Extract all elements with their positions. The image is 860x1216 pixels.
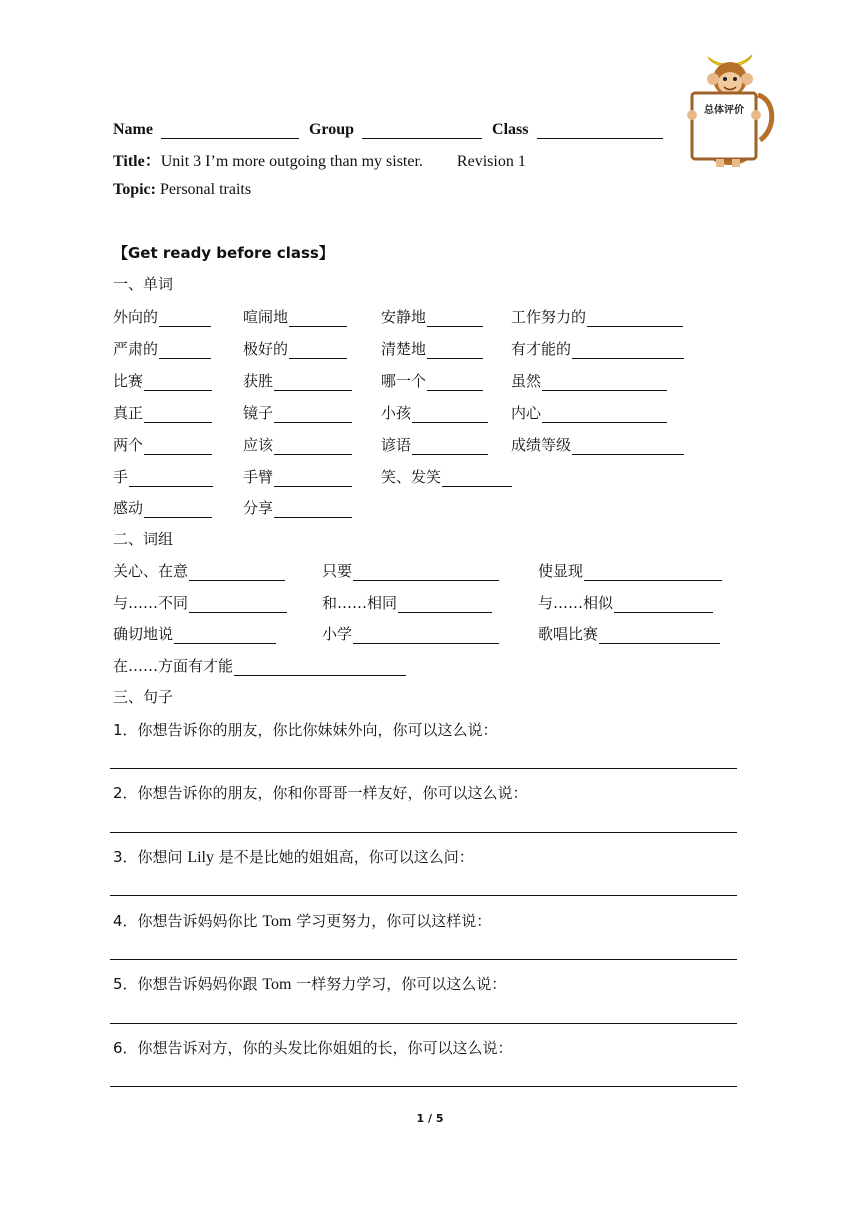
phrase-text: 关心、在意	[113, 562, 189, 580]
vocab-item	[381, 306, 483, 327]
answer-line[interactable]	[110, 768, 737, 769]
answer-blank[interactable]	[542, 405, 667, 423]
answer-blank[interactable]	[412, 437, 488, 455]
monkey-mascot-icon	[680, 45, 776, 170]
phrase-item	[322, 592, 492, 613]
name-label: Name	[113, 121, 153, 138]
vocab-word: 外向的	[113, 308, 159, 326]
vocab-word: 应该	[243, 436, 274, 454]
phrase-text: 与……不同	[113, 594, 189, 612]
vocab-word: 工作努力的	[511, 308, 587, 326]
vocab-item	[113, 306, 211, 327]
phrases-heading: 二、词组	[113, 530, 174, 548]
vocab-word: 成绩等级	[511, 436, 572, 454]
vocab-item	[113, 338, 211, 359]
sentence-prompt-num: 2．	[113, 784, 138, 802]
sentence-prompt-pre: 你想告诉妈妈你比	[137, 912, 263, 930]
vocab-word: 安静地	[381, 308, 427, 326]
vocab-word: 喧闹地	[243, 308, 289, 326]
sentence-prompt-pre: 你想告诉你的朋友，你比你妹妹外向，你可以这么说：	[137, 721, 498, 739]
answer-blank[interactable]	[587, 309, 683, 327]
vocab-item	[381, 338, 483, 359]
answer-line[interactable]	[110, 959, 737, 960]
sentence-prompt-num: 3．	[113, 848, 138, 866]
vocab-word: 手臂	[243, 468, 274, 486]
answer-blank[interactable]	[584, 563, 722, 581]
sentence-prompt	[113, 782, 528, 803]
sentence-prompt-en: Lily	[187, 849, 214, 866]
vocab-word: 比赛	[113, 372, 144, 390]
revision-text: Revision 1	[456, 153, 526, 170]
vocab-item	[511, 402, 667, 423]
vocab-item	[511, 370, 667, 391]
answer-blank[interactable]	[289, 309, 347, 327]
vocab-item	[113, 466, 213, 487]
sentence-prompt-post: 学习更努力，你可以这样说：	[291, 912, 492, 930]
vocab-item	[511, 338, 684, 359]
answer-blank[interactable]	[159, 309, 211, 327]
vocab-word: 极好的	[243, 340, 289, 358]
vocab-word: 有才能的	[511, 340, 572, 358]
answer-blank[interactable]	[274, 437, 352, 455]
answer-blank[interactable]	[234, 658, 406, 676]
vocab-item	[381, 370, 483, 391]
answer-blank[interactable]	[412, 405, 488, 423]
answer-blank[interactable]	[144, 500, 212, 518]
group-label: Group	[308, 121, 355, 138]
answer-blank[interactable]	[274, 469, 352, 487]
phrase-text: 在……方面有才能	[113, 657, 234, 675]
vocab-item	[243, 466, 352, 487]
vocab-item	[381, 466, 512, 487]
sentence-prompt	[113, 910, 491, 931]
topic-line	[113, 181, 251, 199]
section-heading: 【Get ready before class】	[113, 244, 334, 262]
vocab-word: 哪一个	[381, 372, 427, 390]
page-number: 1 / 5	[416, 1112, 444, 1125]
vocab-item	[113, 434, 212, 455]
vocab-word: 感动	[113, 499, 144, 517]
phrase-item	[538, 623, 720, 644]
phrase-item	[113, 592, 287, 613]
sentence-prompt-num: 6．	[113, 1039, 138, 1057]
vocab-word: 谚语	[381, 436, 412, 454]
answer-blank[interactable]	[274, 405, 352, 423]
vocab-word: 虽然	[511, 372, 542, 390]
vocab-word: 真正	[113, 404, 144, 422]
phrase-item	[538, 560, 722, 581]
class-field[interactable]	[537, 120, 663, 139]
answer-blank[interactable]	[614, 595, 713, 613]
answer-blank[interactable]	[572, 341, 684, 359]
answer-blank[interactable]	[599, 626, 720, 644]
answer-blank[interactable]	[427, 373, 483, 391]
title-label: Title：	[113, 153, 161, 170]
student-info-row	[113, 117, 673, 139]
sentence-prompt-pre: 你想告诉妈妈你跟	[137, 975, 263, 993]
sentence-prompt-post: 一样努力学习，你可以这么说：	[291, 975, 507, 993]
answer-blank[interactable]	[542, 373, 667, 391]
sentence-prompt-post: 是不是比她的姐姐高，你可以这么问：	[214, 848, 474, 866]
sentence-prompt-pre: 你想告诉你的朋友，你和你哥哥一样友好，你可以这么说：	[137, 784, 528, 802]
vocab-item	[243, 497, 352, 518]
sentence-prompt-en: Tom	[262, 913, 292, 930]
answer-blank[interactable]	[129, 469, 213, 487]
vocab-item	[511, 306, 683, 327]
vocab-item	[113, 370, 212, 391]
vocab-word: 两个	[113, 436, 144, 454]
topic-text: Personal traits	[155, 181, 252, 198]
sentence-prompt	[113, 719, 498, 740]
answer-line[interactable]	[110, 832, 737, 833]
sentence-prompt	[113, 973, 506, 994]
answer-line[interactable]	[110, 895, 737, 896]
answer-blank[interactable]	[442, 469, 512, 487]
phrase-text: 确切地说	[113, 625, 174, 643]
vocab-heading: 一、单词	[113, 275, 174, 293]
vocab-item	[243, 306, 347, 327]
vocab-word: 分享	[243, 499, 274, 517]
sentence-prompt	[113, 846, 474, 867]
phrase-item	[538, 592, 713, 613]
answer-blank[interactable]	[189, 563, 285, 581]
phrase-text: 使显现	[538, 562, 584, 580]
title-text: Unit 3 I’m more outgoing than my sister.	[160, 153, 423, 170]
answer-line[interactable]	[110, 1086, 737, 1087]
vocab-item	[381, 434, 488, 455]
vocab-word: 镜子	[243, 404, 274, 422]
answer-blank[interactable]	[274, 373, 352, 391]
phrase-text: 和……相同	[322, 594, 398, 612]
answer-blank[interactable]	[427, 309, 483, 327]
sentences-heading: 三、句子	[113, 688, 174, 706]
name-field[interactable]	[161, 120, 299, 139]
topic-label: Topic:	[113, 181, 156, 198]
vocab-item	[243, 434, 352, 455]
phrase-item	[113, 655, 406, 676]
vocab-word: 手	[113, 468, 129, 486]
mascot-sign-text: 总体评价	[704, 105, 744, 116]
vocab-word: 清楚地	[381, 340, 427, 358]
vocab-item	[511, 434, 684, 455]
group-field[interactable]	[362, 120, 482, 139]
vocab-word: 获胜	[243, 372, 274, 390]
phrase-text: 小学	[322, 625, 353, 643]
vocab-item	[243, 402, 352, 423]
sentence-prompt-pre: 你想告诉对方，你的头发比你姐姐的长，你可以这么说：	[137, 1039, 513, 1057]
answer-blank[interactable]	[144, 437, 212, 455]
vocab-item	[243, 370, 352, 391]
answer-blank[interactable]	[427, 341, 483, 359]
phrase-item	[322, 623, 499, 644]
sentence-prompt-num: 4．	[113, 912, 138, 930]
vocab-item	[113, 497, 212, 518]
phrase-item	[113, 560, 285, 581]
answer-blank[interactable]	[274, 500, 352, 518]
vocab-item	[243, 338, 347, 359]
answer-blank[interactable]	[398, 595, 492, 613]
phrase-text: 只要	[322, 562, 353, 580]
answer-blank[interactable]	[174, 626, 276, 644]
phrase-text: 与……相似	[538, 594, 614, 612]
vocab-word: 严肃的	[113, 340, 159, 358]
title-line	[113, 148, 526, 171]
phrase-item	[322, 560, 499, 581]
answer-line[interactable]	[110, 1023, 737, 1024]
vocab-word: 内心	[511, 404, 542, 422]
vocab-word: 小孩	[381, 404, 412, 422]
sentence-prompt	[113, 1037, 513, 1058]
vocab-item	[381, 402, 488, 423]
vocab-word: 笑、发笑	[381, 468, 442, 486]
sentence-prompt-num: 1．	[113, 721, 138, 739]
vocab-item	[113, 402, 212, 423]
sentence-prompt-num: 5．	[113, 975, 138, 993]
answer-blank[interactable]	[144, 373, 212, 391]
answer-blank[interactable]	[144, 405, 212, 423]
answer-blank[interactable]	[353, 626, 499, 644]
class-label: Class	[492, 121, 529, 138]
phrase-item	[113, 623, 276, 644]
answer-blank[interactable]	[353, 563, 499, 581]
answer-blank[interactable]	[189, 595, 287, 613]
sentence-prompt-pre: 你想问	[137, 848, 188, 866]
phrase-text: 歌唱比赛	[538, 625, 599, 643]
sentence-prompt-en: Tom	[262, 976, 292, 993]
answer-blank[interactable]	[159, 341, 211, 359]
answer-blank[interactable]	[289, 341, 347, 359]
answer-blank[interactable]	[572, 437, 684, 455]
